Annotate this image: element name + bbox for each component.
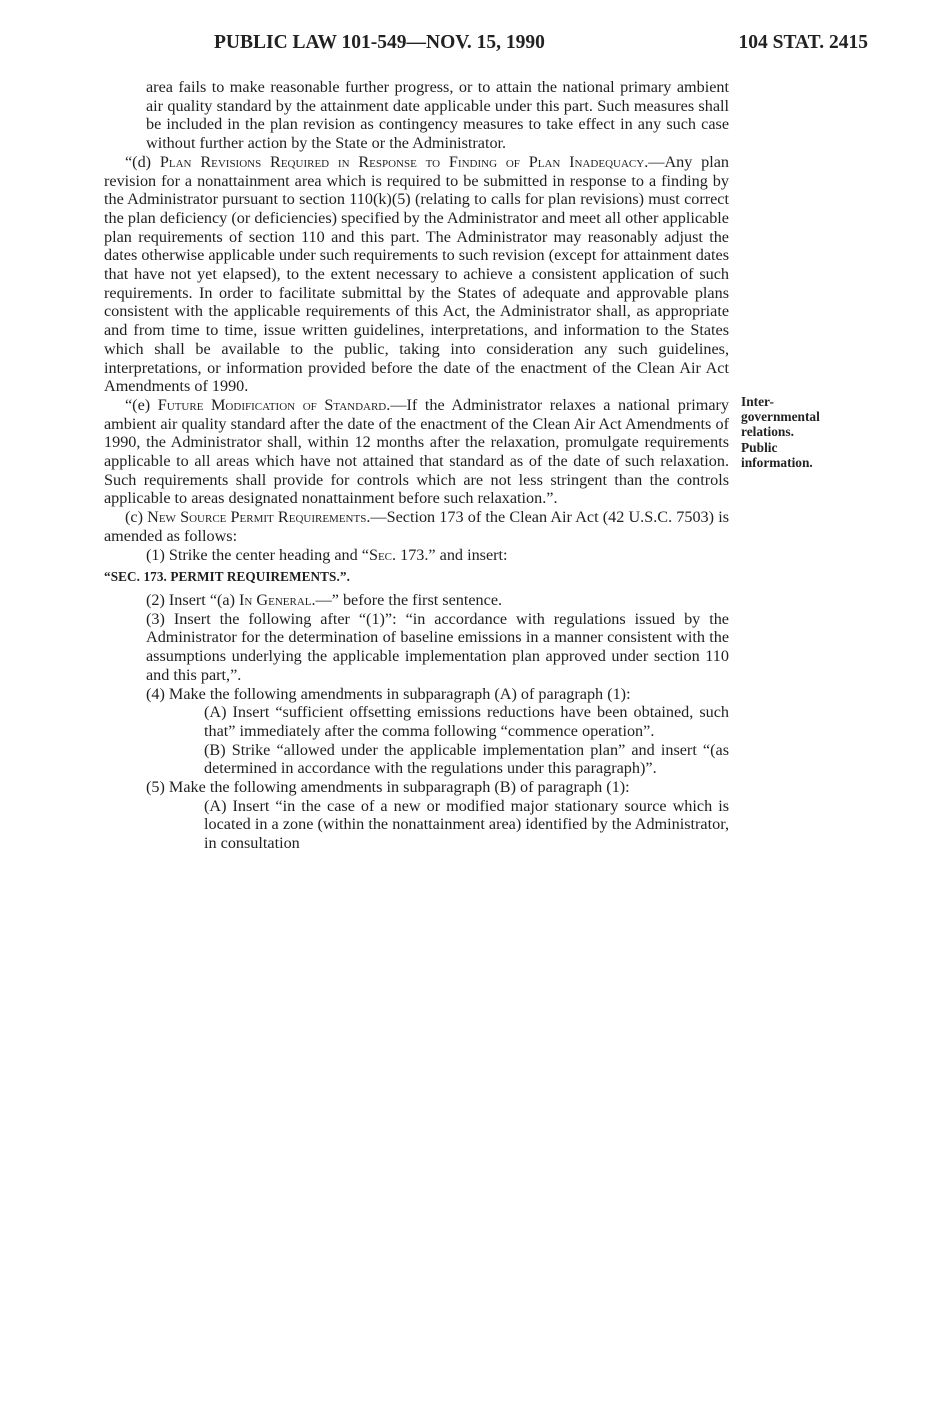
item-2-post: .—” before the first sentence. — [311, 590, 503, 609]
header-title: PUBLIC LAW 101-549—NOV. 15, 1990 — [214, 32, 545, 53]
amendment-item-2 — [104, 591, 729, 610]
item-1-post: . 173.” and insert: — [392, 545, 508, 564]
amendment-item-4: (4) Make the following amendments in subparagraph (A) of paragraph (1): — [146, 684, 631, 703]
paragraph-subsection-c — [104, 508, 729, 545]
subsection-c-text: —Section 173 of the Clean Air Act (42 U.S.C. 7503) is amended as follows: — [104, 508, 730, 545]
subsection-d-heading: Plan Revisions Required in Response to Finding of Plan Inadequacy. — [159, 152, 649, 171]
margin-note-line: information. — [741, 454, 813, 470]
section-heading-insert: “SEC. 173. PERMIT REQUIREMENTS.”. — [104, 569, 350, 585]
item-2-sc: In General — [239, 590, 312, 609]
margin-note — [741, 394, 861, 470]
amendment-item-4a: (A) Insert “sufficient offsetting emissions reductions have been obtained, such that” immediately after the comma following “commence operation”. — [204, 703, 729, 740]
amendment-item-4b: (B) Strike “allowed under the applicable implementation plan” and insert “(as determined in accordance with the regulations under this paragraph)”. — [204, 740, 729, 778]
amendment-item-1 — [104, 546, 729, 565]
amendment-item-3: (3) Insert the following after “(1)”: “in accordance with regulations issued by the Administrator for the determination of baseline emissions in a manner consistent with the assumptions underlying the applicable implementation plan approved under section 110 and this part,”. — [146, 609, 729, 684]
margin-note-line: Inter- — [741, 394, 774, 409]
paragraph-subsection-e — [104, 396, 729, 508]
subsection-d-prefix: “(d) — [125, 152, 160, 171]
amendment-item-5: (5) Make the following amendments in subparagraph (B) of paragraph (1): — [146, 778, 630, 797]
margin-note-line: Public — [741, 439, 778, 455]
margin-note-line: relations. — [741, 424, 794, 440]
subsection-e-text: —If the Administrator relaxes a national primary ambient air quality standard after the date of the enactment of the Clean Air Act Amendments of 1990, the Administrator shall, within 12 months after the relaxation, promulgate requirements applicable to all areas which have not attained that standard as of the date of such relaxation. Such requirements shall provide for controls which are not less stringent than the controls applicable to areas designated nonattainment before such relaxation.”. — [104, 395, 730, 508]
subsection-e-heading: Future Modification of Standard. — [157, 395, 391, 414]
subsection-e-prefix: “(e) — [125, 395, 158, 414]
margin-note-line: governmental — [741, 409, 820, 425]
subsection-d-text: —Any plan revision for a nonattainment area which is required to be submitted in response to a finding by the Administrator pursuant to section 110(k)(5) (relating to calls for plan revisions) must correct the plan deficiency (or deficiencies) specified by the Administrator and meet all other applicable plan requirements of section 110 and this part. The Administrator may reasonably adjust the dates otherwise applicable under such requirements to such revision (except for attainment dates that have not yet elapsed), to the extent necessary to achieve a consistent application of such requirements. In order to facilitate submittal by the States of adequate and approvable plans consistent with the applicable requirements of this Act, the Administrator shall, as appropriate and from time to time, issue written guidelines, interpretations, and information to the States which shall be available to the public, taking into consideration any such guidelines, interpretations, or information provided before the date of the enactment of the Clean Air Act Amendments of 1990. — [104, 152, 730, 396]
header-stat-page: 104 STAT. 2415 — [738, 32, 868, 53]
item-1-sec: Sec — [368, 545, 392, 564]
item-1-pre: (1) Strike the center heading and “ — [146, 545, 369, 564]
item-2-pre: (2) Insert “(a) — [146, 590, 240, 609]
body-text — [104, 78, 729, 853]
running-header — [214, 32, 870, 60]
paragraph-contingency: area fails to make reasonable further progress, or to attain the national primary ambient air quality standard by the attainment date applicable under this part. Such measures shall be included in the plan revision as contingency measures to take effect in any such case without further action by the State or the Administrator. — [146, 78, 729, 153]
subsection-c-heading: New Source Permit Requirements. — [147, 508, 371, 527]
subsection-c-prefix: (c) — [125, 508, 148, 527]
paragraph-subsection-d — [104, 153, 729, 396]
amendment-item-5a: (A) Insert “in the case of a new or modified major stationary source which is located in a zone (within the nonattainment area) identified by the Administrator, in consultation — [204, 796, 729, 853]
